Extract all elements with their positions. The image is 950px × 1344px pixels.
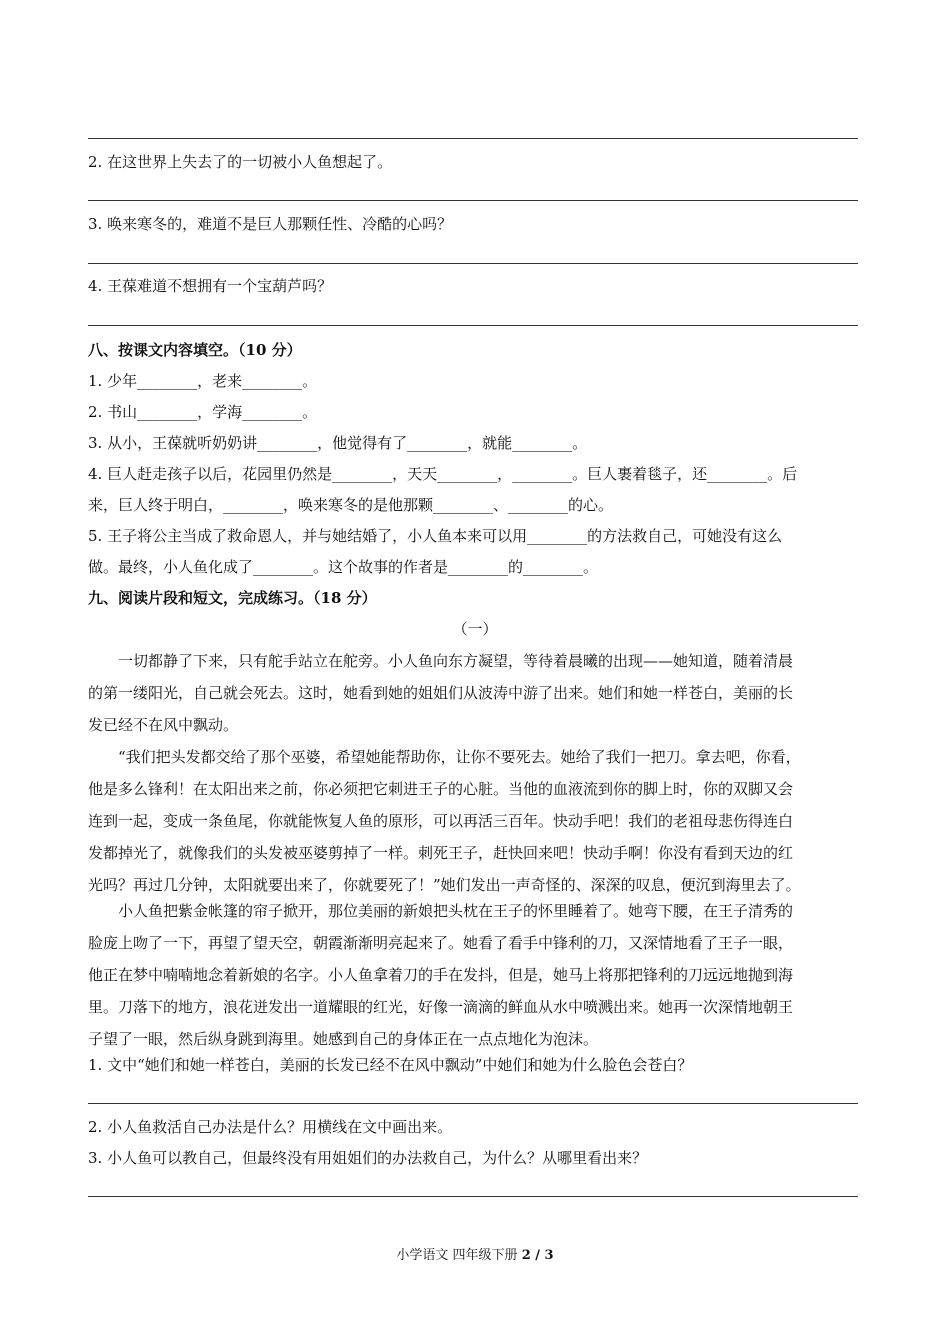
passage-line: 光吗？再过几分钟，太阳就要出来了，你就要死了！”她们发出一声奇怪的、深深的叹息，便沉到海里去了。 [88, 876, 801, 894]
fill-blank-item: 1. 少年________，老来________。 [88, 372, 318, 390]
fill-blank-item: 做。最终，小人鱼化成了________。这个故事的作者是________的________。 [88, 558, 599, 576]
answer-line [88, 325, 858, 326]
passage-line: 里。刀落下的地方，浪花迸发出一道耀眼的红光，好像一滴滴的鲜血从水中喷溅出来。她再一次深情地朝王 [88, 998, 794, 1016]
question-item: 3. 唤来寒冬的，难道不是巨人那颗任性、冷酷的心吗？ [88, 215, 453, 233]
answer-line [88, 263, 858, 264]
passage-line: 的第一缕阳光，自己就会死去。这时，她看到她的姐姐们从波涛中游了出来。她们和她一样苍白，美丽的长 [88, 684, 794, 702]
passage-line: 一切都静了下来，只有舵手站立在舵旁。小人鱼向东方凝望，等待着晨曦的出现——她知道，随着清晨 [118, 652, 794, 670]
question-item: 2. 在这世界上失去了的一切被小人鱼想起了。 [88, 153, 393, 171]
answer-line [88, 138, 858, 139]
page-footer [0, 1246, 950, 1266]
fill-blank-item: 2. 书山________，学海________。 [88, 403, 318, 421]
passage-line: 小人鱼把紫金帐篷的帘子掀开，那位美丽的新娘把头枕在王子的怀里睡着了。她弯下腰，在王子清秀的 [118, 902, 794, 920]
passage-line: “我们把头发都交给了那个巫婆，希望她能帮助你，让你不要死去。她给了我们一把刀。拿去吧，你看， [118, 748, 801, 766]
passage-line: 发已经不在风中飘动。 [88, 716, 239, 734]
reading-question: 1. 文中“她们和她一样苍白，美丽的长发已经不在风中飘动”中她们和她为什么脸色会苍白？ [88, 1056, 693, 1074]
passage-line: 子望了一眼，然后纵身跳到海里。她感到自己的身体正在一点点地化为泡沫。 [88, 1030, 599, 1048]
section-heading: 九、阅读片段和短文，完成练习。（18 分） [88, 589, 377, 607]
fill-blank-item: 3. 从小，王葆就听奶奶讲________，他觉得有了________，就能________。 [88, 434, 588, 452]
passage-line: 发都掉光了，就像我们的头发被巫婆剪掉了一样。刺死王子，赶快回来吧！快动手啊！你没有看到天边的红 [88, 844, 794, 862]
page-number: 2 / 3 [521, 1248, 554, 1263]
fill-blank-item: 4. 巨人赶走孩子以后，花园里仍然是________，天天________，________。巨人裹着毯子，还________。后 [88, 465, 798, 483]
question-item: 4. 王葆难道不想拥有一个宝葫芦吗？ [88, 277, 333, 295]
reading-question: 3. 小人鱼可以教自己，但最终没有用姐姐们的办法救自己，为什么？从哪里看出来？ [88, 1149, 648, 1167]
reading-question: 2. 小人鱼救活自己办法是什么？用横线在文中画出来。 [88, 1118, 453, 1136]
fill-blank-item: 来，巨人终于明白，________，唤来寒冬的是他那颗________、________的心。 [88, 496, 614, 514]
fill-blank-item: 5. 王子将公主当成了救命恩人，并与她结婚了，小人鱼本来可以用________的方法救自己，可她没有这么 [88, 527, 783, 545]
section-heading: 八、按课文内容填空。（10 分） [88, 341, 302, 359]
answer-line [88, 200, 858, 201]
answer-line [88, 1103, 858, 1104]
passage-line: 脸庞上吻了一下，再望了望天空，朝霞渐渐明亮起来了。她看了看手中锋利的刀，又深情地看了王子一眼， [88, 934, 794, 952]
passage-paragraph [88, 645, 860, 741]
passage-line: 他是多么锋利！在太阳出来之前，你必须把它刺进王子的心脏。当他的血液流到你的脚上时，你的双脚又会 [88, 780, 794, 798]
passage-paragraph [88, 895, 860, 1055]
footer-label: 小学语文 四年级下册 [396, 1248, 522, 1263]
passage-line: 连到一起，变成一条鱼尾，你就能恢复人鱼的原形，可以再活三百年。快动手吧！我们的老祖母悲伤得连白 [88, 812, 794, 830]
passage-paragraph [88, 741, 860, 901]
answer-line [88, 1196, 858, 1197]
passage-subheading: （一） [452, 620, 498, 638]
passage-line: 他正在梦中喃喃地念着新娘的名字。小人鱼拿着刀的手在发抖，但是，她马上将那把锋利的刀远远地抛到海 [88, 966, 794, 984]
